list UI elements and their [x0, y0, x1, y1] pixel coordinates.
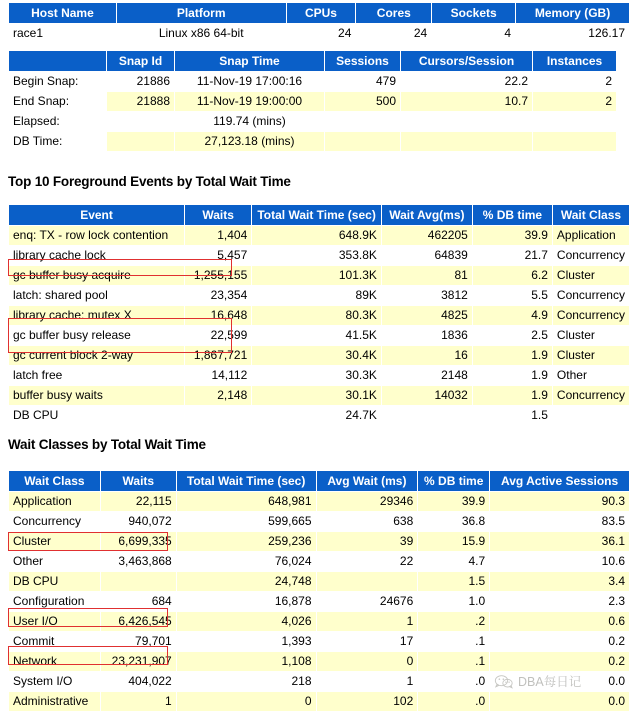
cell-avg-active-sessions: 83.5: [490, 512, 630, 532]
cell-waits: [100, 572, 176, 592]
cell-event: library cache: mutex X: [9, 306, 185, 326]
cell-pct-db-time: 39.9: [472, 226, 552, 246]
top-foreground-events-section: [8, 204, 630, 426]
cell-avg-active-sessions: 0.2: [490, 632, 630, 652]
cell-pct-db-time: .2: [418, 612, 490, 632]
cell-total-wait-sec: 24,748: [176, 572, 316, 592]
cell-waits: 2,148: [185, 386, 252, 406]
cell-event: latch: shared pool: [9, 286, 185, 306]
col-event: Event: [9, 205, 185, 226]
cell-instances: 2: [533, 72, 617, 92]
cell-avg-wait-ms: 29346: [316, 492, 418, 512]
cell-pct-db-time: 1.9: [472, 366, 552, 386]
cell-waits: [185, 406, 252, 426]
cell-pct-db-time: 21.7: [472, 246, 552, 266]
table-row: [9, 24, 630, 44]
cell-waits: 22,115: [100, 492, 176, 512]
cell-waits: 14,112: [185, 366, 252, 386]
cell-host-name: race1: [9, 24, 117, 44]
cell-pct-db-time: 4.9: [472, 306, 552, 326]
cell-total-wait-sec: 30.4K: [252, 346, 382, 366]
wait-classes-heading: Wait Classes by Total Wait Time: [8, 437, 206, 452]
cell-event: gc buffer busy release: [9, 326, 185, 346]
cell-waits: 684: [100, 592, 176, 612]
table-row: [9, 246, 630, 266]
cell-memory-gb: 126.17: [516, 24, 630, 44]
cell-wait-class: Concurrency: [552, 386, 629, 406]
cell-wait-avg-ms: 3812: [381, 286, 472, 306]
cell-avg-active-sessions: 36.1: [490, 532, 630, 552]
table-row: [9, 612, 630, 632]
col-wait-class: Wait Class: [552, 205, 629, 226]
cell-waits: 1,404: [185, 226, 252, 246]
col-avg-active-sessions: Avg Active Sessions: [490, 471, 630, 492]
cell-waits: 23,231,907: [100, 652, 176, 672]
cell-avg-active-sessions: 2.3: [490, 592, 630, 612]
host-summary-table: [8, 2, 630, 44]
cell-pct-db-time: .0: [418, 672, 490, 692]
host-summary-section: [8, 2, 630, 44]
cell-waits: 6,426,545: [100, 612, 176, 632]
table-row: [9, 512, 630, 532]
top-foreground-events-heading: Top 10 Foreground Events by Total Wait Time: [8, 174, 291, 189]
col-host-name: Host Name: [9, 3, 117, 24]
cell-avg-wait-ms: [316, 572, 418, 592]
cell-pct-db-time: .1: [418, 632, 490, 652]
cell-sessions: [325, 112, 401, 132]
snapshot-summary-table: [8, 50, 617, 152]
table-row-db-time: [9, 132, 617, 152]
cell-snap-id: 21888: [107, 92, 175, 112]
cell-pct-db-time: 1.9: [472, 346, 552, 366]
cell-pct-db-time: 1.9: [472, 386, 552, 406]
cell-wait-class: Cluster: [552, 326, 629, 346]
cell-wait-class: Commit: [9, 632, 101, 652]
cell-avg-wait-ms: 638: [316, 512, 418, 532]
col-total-wait-sec: Total Wait Time (sec): [252, 205, 382, 226]
cell-cursors-session: [401, 112, 533, 132]
cell-wait-avg-ms: 16: [381, 346, 472, 366]
table-row: [9, 226, 630, 246]
cell-avg-active-sessions: 10.6: [490, 552, 630, 572]
cell-avg-active-sessions: 90.3: [490, 492, 630, 512]
cell-event: enq: TX - row lock contention: [9, 226, 185, 246]
table-row-elapsed: [9, 112, 617, 132]
cell-total-wait-sec: 1,108: [176, 652, 316, 672]
cell-waits: 1: [100, 692, 176, 712]
cell-wait-avg-ms: 462205: [381, 226, 472, 246]
cell-total-wait-sec: 16,878: [176, 592, 316, 612]
cell-wait-avg-ms: 2148: [381, 366, 472, 386]
col-sessions: Sessions: [325, 51, 401, 72]
col-snap-label: [9, 51, 107, 72]
cell-row-label: End Snap:: [9, 92, 107, 112]
cell-wait-class: Cluster: [552, 346, 629, 366]
cell-total-wait-sec: 1,393: [176, 632, 316, 652]
cell-wait-avg-ms: 1836: [381, 326, 472, 346]
cell-row-label: Begin Snap:: [9, 72, 107, 92]
table-row: [9, 386, 630, 406]
cell-waits: 940,072: [100, 512, 176, 532]
cell-waits: 5,457: [185, 246, 252, 266]
cell-total-wait-sec: 80.3K: [252, 306, 382, 326]
cell-pct-db-time: 15.9: [418, 532, 490, 552]
col-waits: Waits: [100, 471, 176, 492]
cell-wait-class: Network: [9, 652, 101, 672]
cell-pct-db-time: .1: [418, 652, 490, 672]
cell-total-wait-sec: 41.5K: [252, 326, 382, 346]
cell-wait-class: Application: [9, 492, 101, 512]
cell-waits: 1,255,155: [185, 266, 252, 286]
cell-sessions: 500: [325, 92, 401, 112]
table-row: [9, 266, 630, 286]
cell-event: DB CPU: [9, 406, 185, 426]
table-row: [9, 552, 630, 572]
cell-total-wait-sec: 101.3K: [252, 266, 382, 286]
cell-wait-avg-ms: 4825: [381, 306, 472, 326]
cell-total-wait-sec: 259,236: [176, 532, 316, 552]
cell-avg-active-sessions: 0.6: [490, 612, 630, 632]
wechat-logo-icon: [494, 674, 514, 689]
cell-total-wait-sec: 30.1K: [252, 386, 382, 406]
cell-wait-class: Administrative: [9, 692, 101, 712]
cell-wait-class: Concurrency: [552, 246, 629, 266]
cell-wait-avg-ms: [381, 406, 472, 426]
cell-wait-class: Configuration: [9, 592, 101, 612]
table-row: [9, 572, 630, 592]
table-row: [9, 366, 630, 386]
cell-avg-active-sessions: 0.0: [490, 692, 630, 712]
cell-sessions: 479: [325, 72, 401, 92]
table-row: [9, 532, 630, 552]
cell-instances: [533, 132, 617, 152]
cell-avg-active-sessions: 0.0: [490, 672, 630, 692]
cell-total-wait-sec: 648,981: [176, 492, 316, 512]
table-row: [9, 652, 630, 672]
cell-row-label: DB Time:: [9, 132, 107, 152]
cell-snap-id: [107, 132, 175, 152]
cell-instances: 2: [533, 92, 617, 112]
cell-total-wait-sec: 4,026: [176, 612, 316, 632]
table-row: [9, 326, 630, 346]
cell-avg-wait-ms: 17: [316, 632, 418, 652]
cell-pct-db-time: .0: [418, 692, 490, 712]
cell-pct-db-time: 39.9: [418, 492, 490, 512]
cell-total-wait-sec: 218: [176, 672, 316, 692]
cell-sessions: [325, 132, 401, 152]
cell-avg-wait-ms: 22: [316, 552, 418, 572]
cell-total-wait-sec: 353.8K: [252, 246, 382, 266]
cell-waits: 404,022: [100, 672, 176, 692]
cell-wait-avg-ms: 14032: [381, 386, 472, 406]
cell-pct-db-time: 2.5: [472, 326, 552, 346]
cell-pct-db-time: 36.8: [418, 512, 490, 532]
cell-wait-class: DB CPU: [9, 572, 101, 592]
col-cpus: CPUs: [286, 3, 356, 24]
cell-total-wait-sec: 30.3K: [252, 366, 382, 386]
cell-db-time-value: 27,123.18 (mins): [175, 132, 325, 152]
col-cores: Cores: [356, 3, 432, 24]
cell-wait-class: Cluster: [9, 532, 101, 552]
cell-snap-time: 11-Nov-19 19:00:00: [175, 92, 325, 112]
table-header-row: [9, 3, 630, 24]
cell-wait-class: Other: [9, 552, 101, 572]
cell-waits: 23,354: [185, 286, 252, 306]
cell-pct-db-time: 5.5: [472, 286, 552, 306]
cell-wait-class: System I/O: [9, 672, 101, 692]
cell-wait-class: Concurrency: [552, 306, 629, 326]
cell-wait-class: Concurrency: [9, 512, 101, 532]
cell-avg-wait-ms: 24676: [316, 592, 418, 612]
cell-wait-class: Other: [552, 366, 629, 386]
watermark: [494, 672, 581, 690]
col-wait-class: Wait Class: [9, 471, 101, 492]
cell-avg-wait-ms: 1: [316, 672, 418, 692]
cell-avg-active-sessions: 3.4: [490, 572, 630, 592]
col-pct-db-time: % DB time: [472, 205, 552, 226]
cell-pct-db-time: 6.2: [472, 266, 552, 286]
col-memory-gb: Memory (GB): [516, 3, 630, 24]
table-header-row: [9, 205, 630, 226]
col-wait-avg-ms: Wait Avg(ms): [381, 205, 472, 226]
col-snap-time: Snap Time: [175, 51, 325, 72]
snapshot-summary-section: [8, 50, 630, 152]
cell-waits: 3,463,868: [100, 552, 176, 572]
cell-wait-class: Concurrency: [552, 286, 629, 306]
cell-avg-wait-ms: 39: [316, 532, 418, 552]
table-row: [9, 592, 630, 612]
cell-pct-db-time: 1.5: [472, 406, 552, 426]
cell-event: buffer busy waits: [9, 386, 185, 406]
col-total-wait-sec: Total Wait Time (sec): [176, 471, 316, 492]
table-row-end-snap: [9, 92, 617, 112]
cell-total-wait-sec: 76,024: [176, 552, 316, 572]
col-avg-wait-ms: Avg Wait (ms): [316, 471, 418, 492]
cell-avg-wait-ms: 102: [316, 692, 418, 712]
cell-total-wait-sec: 0: [176, 692, 316, 712]
col-platform: Platform: [116, 3, 286, 24]
table-row: [9, 346, 630, 366]
cell-total-wait-sec: 24.7K: [252, 406, 382, 426]
cell-waits: 1,867,721: [185, 346, 252, 366]
table-row: [9, 306, 630, 326]
cell-wait-class: User I/O: [9, 612, 101, 632]
table-header-row: [9, 471, 630, 492]
cell-waits: 16,648: [185, 306, 252, 326]
cell-event: latch free: [9, 366, 185, 386]
cell-snap-id: [107, 112, 175, 132]
cell-elapsed-value: 119.74 (mins): [175, 112, 325, 132]
cell-avg-active-sessions: 0.2: [490, 652, 630, 672]
top-foreground-events-table: [8, 204, 630, 426]
col-instances: Instances: [533, 51, 617, 72]
cell-pct-db-time: 1.0: [418, 592, 490, 612]
cell-wait-class: Application: [552, 226, 629, 246]
table-header-row: [9, 51, 617, 72]
col-pct-db-time: % DB time: [418, 471, 490, 492]
cell-wait-class: Cluster: [552, 266, 629, 286]
cell-avg-wait-ms: 1: [316, 612, 418, 632]
cell-avg-wait-ms: 0: [316, 652, 418, 672]
table-row: [9, 406, 630, 426]
cell-instances: [533, 112, 617, 132]
col-cursors-session: Cursors/Session: [401, 51, 533, 72]
cell-event: gc current block 2-way: [9, 346, 185, 366]
cell-event: gc buffer busy acquire: [9, 266, 185, 286]
cell-pct-db-time: 1.5: [418, 572, 490, 592]
cell-cores: 24: [356, 24, 432, 44]
cell-pct-db-time: 4.7: [418, 552, 490, 572]
col-waits: Waits: [185, 205, 252, 226]
cell-platform: Linux x86 64-bit: [116, 24, 286, 44]
table-row: [9, 632, 630, 652]
table-row: [9, 492, 630, 512]
col-snap-id: Snap Id: [107, 51, 175, 72]
col-sockets: Sockets: [432, 3, 516, 24]
table-row: [9, 692, 630, 712]
cell-row-label: Elapsed:: [9, 112, 107, 132]
cell-wait-avg-ms: 81: [381, 266, 472, 286]
cell-waits: 6,699,335: [100, 532, 176, 552]
cell-wait-class: [552, 406, 629, 426]
cell-cpus: 24: [286, 24, 356, 44]
cell-cursors-session: 22.2: [401, 72, 533, 92]
table-row: [9, 286, 630, 306]
cell-sockets: 4: [432, 24, 516, 44]
cell-waits: 22,599: [185, 326, 252, 346]
cell-total-wait-sec: 89K: [252, 286, 382, 306]
cell-wait-avg-ms: 64839: [381, 246, 472, 266]
cell-snap-id: 21886: [107, 72, 175, 92]
cell-cursors-session: [401, 132, 533, 152]
cell-waits: 79,701: [100, 632, 176, 652]
cell-total-wait-sec: 599,665: [176, 512, 316, 532]
cell-total-wait-sec: 648.9K: [252, 226, 382, 246]
table-row-begin-snap: [9, 72, 617, 92]
cell-cursors-session: 10.7: [401, 92, 533, 112]
cell-event: library cache lock: [9, 246, 185, 266]
watermark-text: DBA每日记: [518, 675, 582, 689]
cell-snap-time: 11-Nov-19 17:00:16: [175, 72, 325, 92]
